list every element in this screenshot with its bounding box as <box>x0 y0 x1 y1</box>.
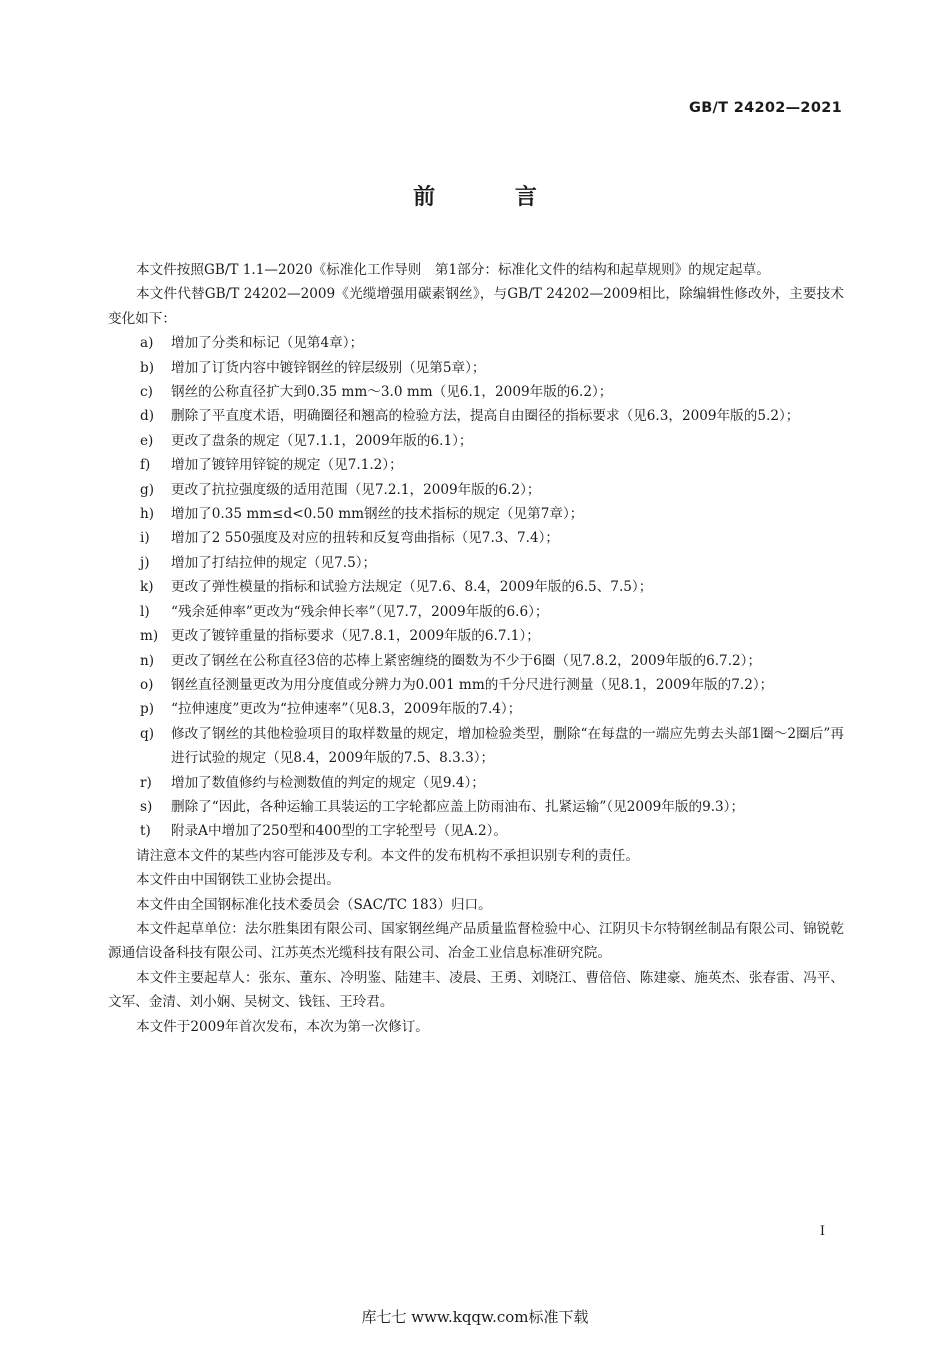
item-label: s) <box>140 798 153 815</box>
item-text: 钢丝的公称直径扩大到0.35 mm～3.0 mm（见6.1，2009年版的6.2）； <box>171 384 613 401</box>
list-item <box>108 673 844 697</box>
item-label: d) <box>140 408 155 425</box>
list-item <box>108 331 844 355</box>
item-label: r) <box>140 774 152 791</box>
item-label: t) <box>140 823 151 840</box>
item-label: e) <box>140 432 154 449</box>
item-text: 增加了订货内容中镀锌钢丝的锌层级别（见第5章）； <box>171 359 486 376</box>
item-text: 附录A中增加了250型和400型的工字轮型号（见A.2）。 <box>171 823 507 840</box>
footer-watermark: 库七七 www.kqqw.com标准下载 <box>361 1308 589 1326</box>
list-item <box>108 478 844 502</box>
list-item <box>108 819 844 843</box>
standard-number: GB/T 24202—2021 <box>689 100 842 116</box>
list-item <box>108 404 844 428</box>
list-item <box>108 453 844 477</box>
page-title: 前 言 <box>413 185 573 210</box>
item-label: j) <box>140 554 150 571</box>
item-text: 更改了弹性模量的指标和试验方法规定（见7.6、8.4，2009年版的6.5、7.5）； <box>171 579 653 596</box>
closing-paragraph: 本文件由全国钢标准化技术委员会（SAC/TC 183）归口。 <box>136 896 492 913</box>
changes-list <box>108 331 844 844</box>
page-number: I <box>819 1224 825 1239</box>
item-text: 增加了镀锌用锌锭的规定（见7.1.2）； <box>171 457 403 474</box>
closing-paragraph: 本文件由中国钢铁工业协会提出。 <box>136 872 340 889</box>
item-text: 钢丝直径测量更改为用分度值或分辨力为0.001 mm的千分尺进行测量（见8.1，2009年版的7.2）； <box>171 676 774 693</box>
item-label: i) <box>140 530 150 547</box>
item-text: 增加了2 550强度及对应的扭转和反复弯曲指标（见7.3、7.4）； <box>171 530 560 547</box>
item-text: 更改了钢丝在公称直径3倍的芯棒上紧密缠绕的圈数为不少于6圈（见7.8.2，2009年版的6.7.2）； <box>171 652 762 669</box>
list-item <box>108 502 844 526</box>
item-label: l) <box>140 603 150 620</box>
item-text: 增加了数值修约与检测数值的判定的规定（见9.4）； <box>171 774 485 791</box>
item-label: b) <box>140 359 155 376</box>
closing-paragraph: 本文件起草单位：法尔胜集团有限公司、国家钢丝绳产品质量监督检验中心、江阴贝卡尔特钢丝制品有限公司、锦锐乾源通信设备科技有限公司、江苏英杰光缆科技有限公司、冶金工业信息标准研究院。 <box>108 920 844 962</box>
list-item <box>108 624 844 648</box>
item-text: “残余延伸率”更改为“残余伸长率”（见7.7，2009年版的6.6）； <box>171 603 549 620</box>
list-item <box>108 722 844 771</box>
closing-paragraph: 请注意本文件的某些内容可能涉及专利。本文件的发布机构不承担识别专利的责任。 <box>136 847 639 864</box>
item-text: 增加了0.35 mm≤d<0.50 mm钢丝的技术指标的规定（见第7章）； <box>171 506 584 523</box>
list-item <box>108 649 844 673</box>
item-label: c) <box>140 384 153 401</box>
item-label: o) <box>140 676 154 693</box>
list-item <box>108 551 844 575</box>
item-text: 更改了镀锌重量的指标要求（见7.8.1，2009年版的6.7.1）； <box>171 628 540 645</box>
item-text: 增加了打结拉伸的规定（见7.5）； <box>171 554 377 571</box>
item-text: “拉伸速度”更改为“拉伸速率”（见8.3，2009年版的7.4）； <box>171 701 522 718</box>
list-item <box>108 697 844 721</box>
item-label: g) <box>140 481 155 498</box>
item-label: f) <box>140 457 151 474</box>
list-item <box>108 356 844 380</box>
list-item <box>108 795 844 819</box>
item-label: q) <box>140 725 155 742</box>
item-text: 更改了盘条的规定（见7.1.1，2009年版的6.1）； <box>171 432 473 449</box>
list-item <box>108 526 844 550</box>
intro-paragraph: 本文件代替GB/T 24202—2009《光缆增强用碳素钢丝》，与GB/T 24202—2009相比，除编辑性修改外，主要技术变化如下： <box>108 286 844 327</box>
item-text: 增加了分类和标记（见第4章）； <box>171 335 364 352</box>
item-label: p) <box>140 701 155 718</box>
list-item <box>108 600 844 624</box>
list-item <box>108 380 844 404</box>
item-text: 更改了抗拉强度级的适用范围（见7.2.1，2009年版的6.2）； <box>171 481 541 498</box>
list-item <box>108 429 844 453</box>
item-label: k) <box>140 579 154 596</box>
item-label: a) <box>140 335 154 352</box>
item-label: n) <box>140 652 155 669</box>
item-text: 修改了钢丝的其他检验项目的取样数量的规定，增加检验类型，删除“在每盘的一端应先剪去头部1圈～2圈后”再进行试验的规定（见8.4，2009年版的7.5、8.3.3）； <box>171 725 844 767</box>
item-text: 删除了平直度术语，明确圈径和翘高的检验方法，提高自由圈径的指标要求（见6.3，2009年版的5.2）； <box>171 408 800 425</box>
item-label: m) <box>140 628 159 645</box>
document-body <box>108 258 844 1039</box>
list-item <box>108 771 844 795</box>
list-item <box>108 575 844 599</box>
item-text: 删除了“因此，各种运输工具装运的工字轮都应盖上防雨油布、扎紧运输”（见2009年版的9.3）； <box>171 798 745 815</box>
item-label: h) <box>140 506 155 523</box>
closing-paragraph: 本文件于2009年首次发布，本次为第一次修订。 <box>136 1018 429 1035</box>
closing-paragraph: 本文件主要起草人：张东、董东、冷明鉴、陆建丰、凌晨、王勇、刘晓江、曹倍倍、陈建豪、施英杰、张春雷、冯平、文军、金清、刘小娴、吴树文、钱钰、王玲君。 <box>108 969 844 1011</box>
intro-paragraph: 本文件按照GB/T 1.1—2020《标准化工作导则 第1部分：标准化文件的结构和起草规则》的规定起草。 <box>136 262 770 278</box>
